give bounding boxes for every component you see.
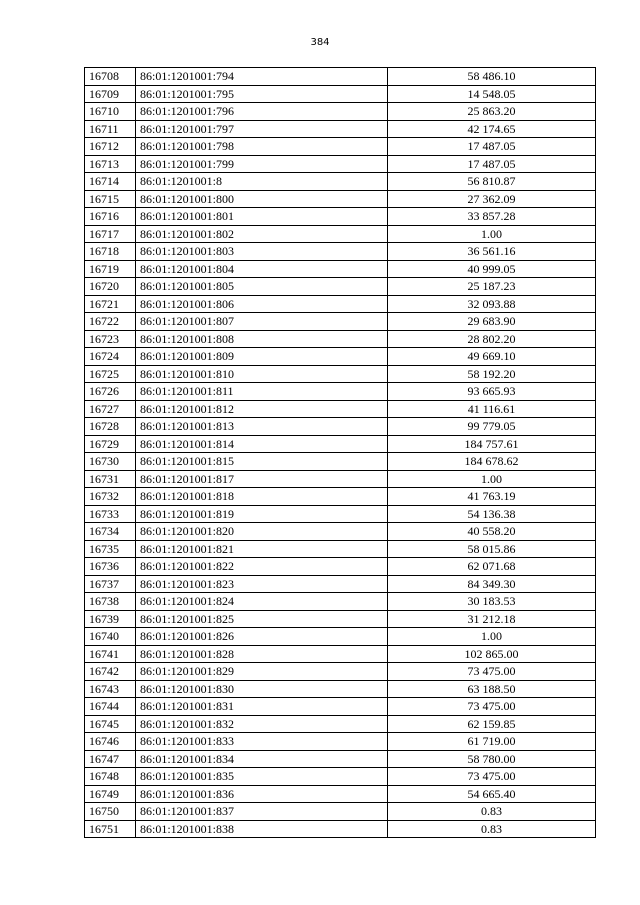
table-row [85,488,596,506]
cadastral-number-cell: 86:01:1201001:815 [136,453,388,471]
cadastral-number-cell: 86:01:1201001:818 [136,488,388,506]
value-cell: 40 999.05 [388,260,596,278]
cadastral-number-cell: 86:01:1201001:826 [136,628,388,646]
row-number-cell: 16732 [85,488,136,506]
cadastral-number-cell: 86:01:1201001:795 [136,85,388,103]
value-cell: 28 802.20 [388,330,596,348]
cadastral-number-cell: 86:01:1201001:835 [136,768,388,786]
value-cell: 49 669.10 [388,348,596,366]
cadastral-number-cell: 86:01:1201001:804 [136,260,388,278]
row-number-cell: 16736 [85,558,136,576]
row-number-cell: 16727 [85,400,136,418]
table-row [85,768,596,786]
value-cell: 73 475.00 [388,698,596,716]
row-number-cell: 16711 [85,120,136,138]
table-row [85,155,596,173]
table-row [85,400,596,418]
row-number-cell: 16730 [85,453,136,471]
cadastral-number-cell: 86:01:1201001:809 [136,348,388,366]
table-row [85,68,596,86]
cadastral-number-cell: 86:01:1201001:838 [136,820,388,838]
table-row [85,628,596,646]
table-row [85,558,596,576]
table-row [85,295,596,313]
table-row [85,470,596,488]
value-cell: 36 561.16 [388,243,596,261]
table-row [85,85,596,103]
row-number-cell: 16744 [85,698,136,716]
table-row [85,103,596,121]
row-number-cell: 16710 [85,103,136,121]
cadastral-number-cell: 86:01:1201001:800 [136,190,388,208]
cadastral-number-cell: 86:01:1201001:830 [136,680,388,698]
value-cell: 0.83 [388,820,596,838]
table-row [85,120,596,138]
table-row [85,575,596,593]
row-number-cell: 16750 [85,803,136,821]
table-row [85,715,596,733]
row-number-cell: 16737 [85,575,136,593]
value-cell: 25 863.20 [388,103,596,121]
value-cell: 1.00 [388,225,596,243]
table-row [85,785,596,803]
row-number-cell: 16721 [85,295,136,313]
row-number-cell: 16741 [85,645,136,663]
value-cell: 99 779.05 [388,418,596,436]
row-number-cell: 16725 [85,365,136,383]
cadastral-number-cell: 86:01:1201001:829 [136,663,388,681]
row-number-cell: 16739 [85,610,136,628]
cadastral-number-cell: 86:01:1201001:825 [136,610,388,628]
cadastral-number-cell: 86:01:1201001:810 [136,365,388,383]
cadastral-number-cell: 86:01:1201001:833 [136,733,388,751]
table-row [85,260,596,278]
row-number-cell: 16735 [85,540,136,558]
table-row [85,225,596,243]
cadastral-number-cell: 86:01:1201001:794 [136,68,388,86]
cadastral-number-cell: 86:01:1201001:812 [136,400,388,418]
row-number-cell: 16742 [85,663,136,681]
row-number-cell: 16723 [85,330,136,348]
cadastral-number-cell: 86:01:1201001:820 [136,523,388,541]
table-row [85,243,596,261]
cadastral-number-cell: 86:01:1201001:831 [136,698,388,716]
cadastral-number-cell: 86:01:1201001:836 [136,785,388,803]
value-cell: 41 116.61 [388,400,596,418]
table-row [85,383,596,401]
value-cell: 33 857.28 [388,208,596,226]
row-number-cell: 16731 [85,470,136,488]
value-cell: 25 187.23 [388,278,596,296]
cadastral-number-cell: 86:01:1201001:828 [136,645,388,663]
row-number-cell: 16745 [85,715,136,733]
cadastral-number-cell: 86:01:1201001:832 [136,715,388,733]
value-cell: 73 475.00 [388,663,596,681]
row-number-cell: 16712 [85,138,136,156]
row-number-cell: 16722 [85,313,136,331]
value-cell: 84 349.30 [388,575,596,593]
cadastral-number-cell: 86:01:1201001:796 [136,103,388,121]
cadastral-number-cell: 86:01:1201001:805 [136,278,388,296]
cadastral-number-cell: 86:01:1201001:806 [136,295,388,313]
value-cell: 58 015.86 [388,540,596,558]
cadastral-number-cell: 86:01:1201001:823 [136,575,388,593]
row-number-cell: 16728 [85,418,136,436]
table-row [85,418,596,436]
row-number-cell: 16718 [85,243,136,261]
cadastral-number-cell: 86:01:1201001:803 [136,243,388,261]
row-number-cell: 16716 [85,208,136,226]
value-cell: 27 362.09 [388,190,596,208]
value-cell: 41 763.19 [388,488,596,506]
table-row [85,453,596,471]
value-cell: 1.00 [388,628,596,646]
value-cell: 17 487.05 [388,155,596,173]
table-row [85,190,596,208]
table-row [85,540,596,558]
cadastral-number-cell: 86:01:1201001:834 [136,750,388,768]
cadastral-number-cell: 86:01:1201001:819 [136,505,388,523]
cadastral-number-cell: 86:01:1201001:799 [136,155,388,173]
cadastral-number-cell: 86:01:1201001:813 [136,418,388,436]
table-row [85,138,596,156]
value-cell: 0.83 [388,803,596,821]
value-cell: 32 093.88 [388,295,596,313]
row-number-cell: 16738 [85,593,136,611]
row-number-cell: 16726 [85,383,136,401]
cadastral-number-cell: 86:01:1201001:811 [136,383,388,401]
table-row [85,733,596,751]
row-number-cell: 16719 [85,260,136,278]
value-cell: 42 174.65 [388,120,596,138]
value-cell: 56 810.87 [388,173,596,191]
table-row [85,278,596,296]
value-cell: 58 192.20 [388,365,596,383]
cadastral-number-cell: 86:01:1201001:817 [136,470,388,488]
table-row [85,698,596,716]
row-number-cell: 16717 [85,225,136,243]
row-number-cell: 16733 [85,505,136,523]
table-row [85,645,596,663]
cadastral-number-cell: 86:01:1201001:821 [136,540,388,558]
table-row [85,663,596,681]
value-cell: 93 665.93 [388,383,596,401]
value-cell: 30 183.53 [388,593,596,611]
table-row [85,593,596,611]
cadastral-number-cell: 86:01:1201001:837 [136,803,388,821]
row-number-cell: 16709 [85,85,136,103]
cadastral-number-cell: 86:01:1201001:808 [136,330,388,348]
cadastral-number-cell: 86:01:1201001:8 [136,173,388,191]
table-row [85,820,596,838]
cadastral-number-cell: 86:01:1201001:797 [136,120,388,138]
row-number-cell: 16729 [85,435,136,453]
row-number-cell: 16749 [85,785,136,803]
value-cell: 62 159.85 [388,715,596,733]
row-number-cell: 16713 [85,155,136,173]
table-row [85,173,596,191]
value-cell: 62 071.68 [388,558,596,576]
value-cell: 61 719.00 [388,733,596,751]
row-number-cell: 16720 [85,278,136,296]
row-number-cell: 16708 [85,68,136,86]
row-number-cell: 16751 [85,820,136,838]
row-number-cell: 16748 [85,768,136,786]
registry-table-body [85,68,596,838]
value-cell: 102 865.00 [388,645,596,663]
table-row [85,365,596,383]
registry-table [84,67,596,838]
row-number-cell: 16743 [85,680,136,698]
table-row [85,435,596,453]
cadastral-number-cell: 86:01:1201001:814 [136,435,388,453]
cadastral-number-cell: 86:01:1201001:807 [136,313,388,331]
value-cell: 54 136.38 [388,505,596,523]
row-number-cell: 16734 [85,523,136,541]
value-cell: 58 780.00 [388,750,596,768]
row-number-cell: 16724 [85,348,136,366]
value-cell: 184 757.61 [388,435,596,453]
row-number-cell: 16740 [85,628,136,646]
table-row [85,523,596,541]
row-number-cell: 16747 [85,750,136,768]
table-row [85,313,596,331]
table-row [85,750,596,768]
value-cell: 184 678.62 [388,453,596,471]
page-number: 384 [310,37,330,48]
value-cell: 1.00 [388,470,596,488]
table-row [85,208,596,226]
table-row [85,348,596,366]
cadastral-number-cell: 86:01:1201001:802 [136,225,388,243]
value-cell: 31 212.18 [388,610,596,628]
value-cell: 29 683.90 [388,313,596,331]
value-cell: 40 558.20 [388,523,596,541]
value-cell: 17 487.05 [388,138,596,156]
table-row [85,330,596,348]
value-cell: 54 665.40 [388,785,596,803]
cadastral-number-cell: 86:01:1201001:798 [136,138,388,156]
table-row [85,505,596,523]
row-number-cell: 16715 [85,190,136,208]
row-number-cell: 16714 [85,173,136,191]
table-row [85,803,596,821]
value-cell: 73 475.00 [388,768,596,786]
value-cell: 14 548.05 [388,85,596,103]
value-cell: 58 486.10 [388,68,596,86]
value-cell: 63 188.50 [388,680,596,698]
table-row [85,680,596,698]
table-row [85,610,596,628]
row-number-cell: 16746 [85,733,136,751]
cadastral-number-cell: 86:01:1201001:824 [136,593,388,611]
cadastral-number-cell: 86:01:1201001:801 [136,208,388,226]
cadastral-number-cell: 86:01:1201001:822 [136,558,388,576]
